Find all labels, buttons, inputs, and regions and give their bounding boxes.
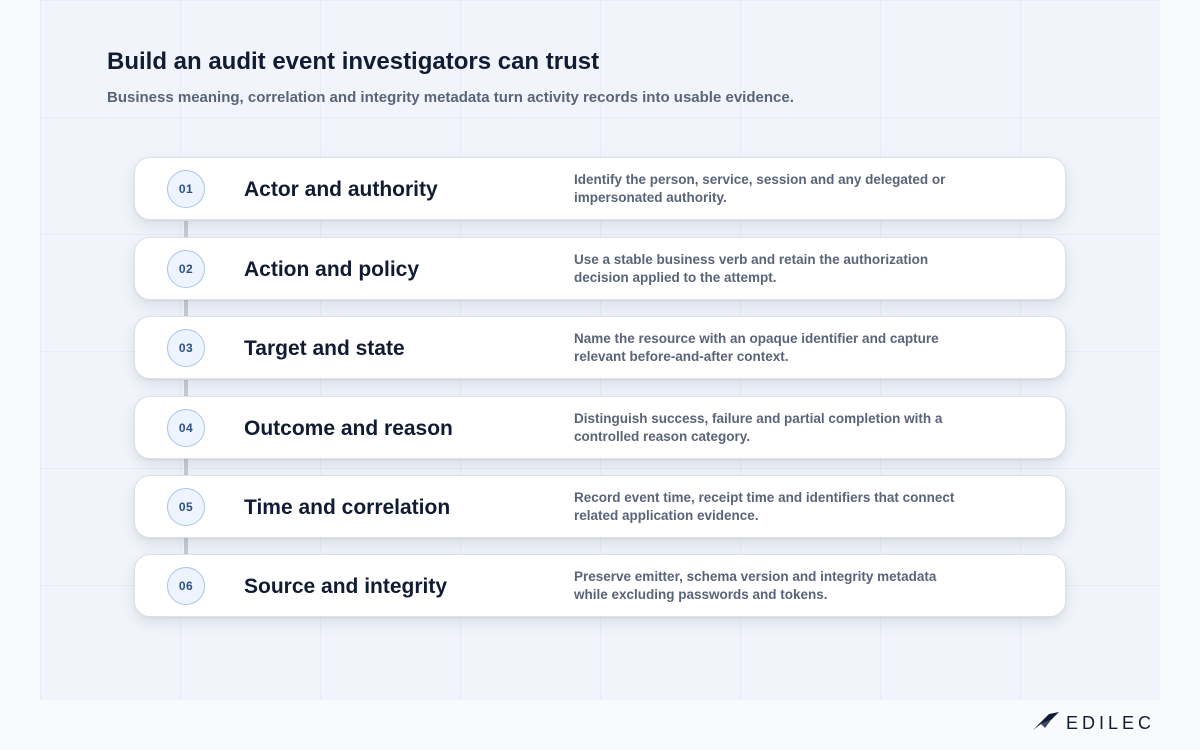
- step-card-actor-authority: [134, 157, 1066, 220]
- step-description: Identify the person, service, session and any delegated or impersonated authority.: [574, 172, 946, 205]
- brand-name: EDILEC: [1066, 712, 1156, 733]
- step-description: Name the resource with an opaque identifier and capture relevant before-and-after context.: [574, 331, 939, 364]
- brand-logo: [1032, 711, 1155, 735]
- step-connector: [184, 459, 188, 475]
- step-card-target-state: [134, 316, 1066, 379]
- step-description: Preserve emitter, schema version and integrity metadata while excluding passwords and tokens.: [574, 569, 937, 602]
- page-subtitle: Business meaning, correlation and integrity metadata turn activity records into usable evidence.: [107, 89, 794, 106]
- step-connector: [184, 380, 188, 396]
- step-title: Target and state: [244, 337, 405, 360]
- step-title: Outcome and reason: [244, 417, 453, 440]
- step-connector: [184, 221, 188, 237]
- step-number-badge: 06: [167, 567, 205, 605]
- step-description: Distinguish success, failure and partial completion with a controlled reason category.: [574, 411, 943, 444]
- step-title: Source and integrity: [244, 575, 448, 598]
- step-description: Use a stable business verb and retain the authorization decision applied to the attempt.: [574, 252, 929, 285]
- step-number-badge: 03: [167, 329, 205, 367]
- step-description: Record event time, receipt time and identifiers that connect related application evidence.: [574, 490, 955, 523]
- step-number-badge: 04: [167, 409, 205, 447]
- step-number-badge: 01: [167, 170, 205, 208]
- step-number-badge: 02: [167, 250, 205, 288]
- edilec-logo-icon: [1032, 711, 1060, 736]
- step-connector: [184, 300, 188, 316]
- step-connector: [184, 538, 188, 554]
- step-title: Time and correlation: [244, 496, 451, 519]
- page-title: Build an audit event investigators can trust: [107, 48, 600, 75]
- step-title: Actor and authority: [244, 178, 438, 201]
- step-card-source-integrity: [134, 554, 1066, 617]
- step-card-time-correlation: [134, 475, 1066, 538]
- step-card-outcome-reason: [134, 396, 1066, 459]
- step-card-action-policy: [134, 237, 1066, 300]
- step-number-badge: 05: [167, 488, 205, 526]
- step-title: Action and policy: [244, 258, 420, 281]
